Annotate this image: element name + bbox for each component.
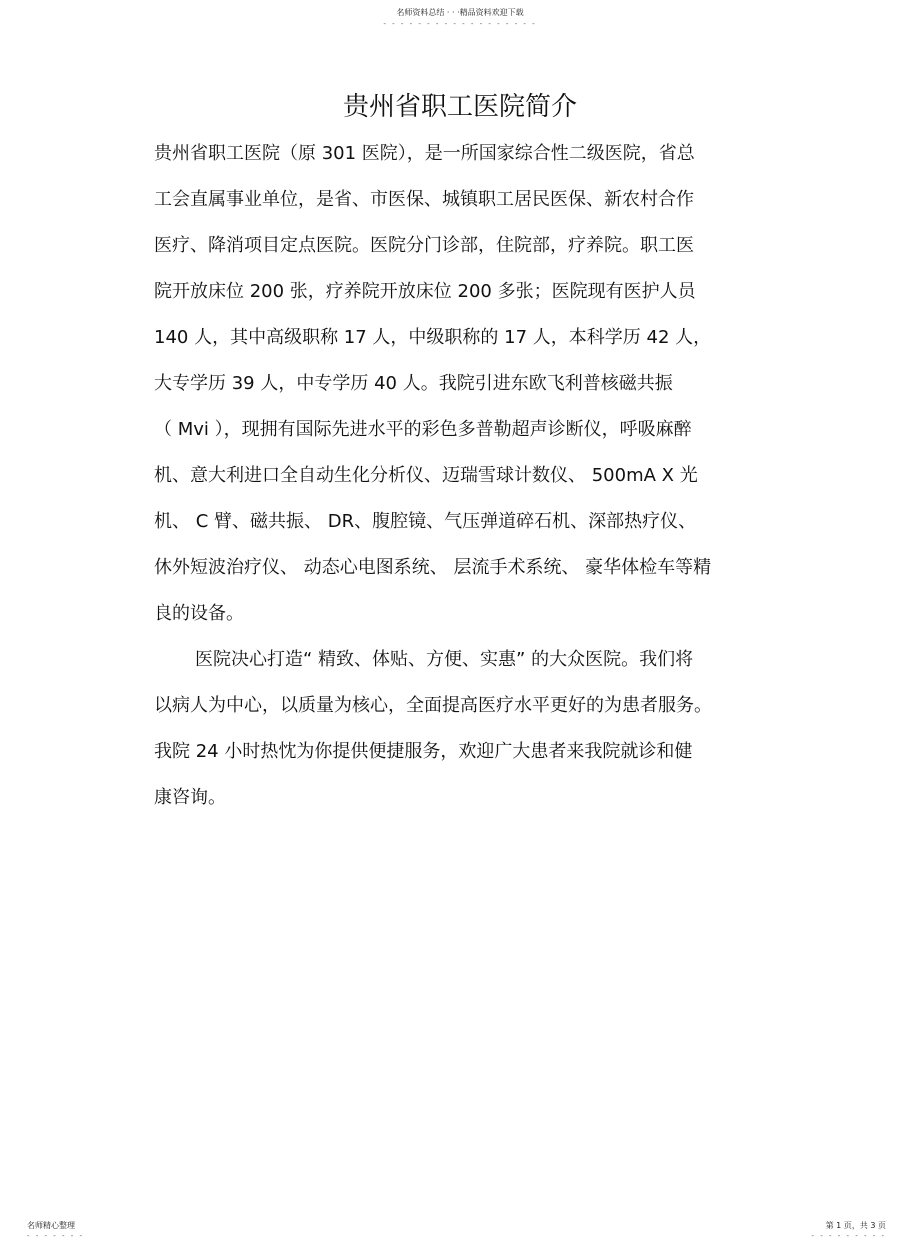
footer-right	[811, 1221, 886, 1240]
paragraph-line: 机、 C 臂、磁共振、 DR、腹腔镜、气压弹道碎石机、深部热疗仪、	[154, 511, 697, 532]
paragraph-line: 140 人，其中高级职称 17 人，中级职称的 17 人，本科学历 42 人，	[154, 327, 712, 348]
paragraph-line: 休外短波治疗仪、 动态心电图系统、 层流手术系统、 豪华体检车等精	[154, 557, 712, 578]
paragraph-line: 康咨询。	[154, 787, 226, 808]
paragraph-line: 机、意大利进口全自动生化分析仪、迈瑞雪球计数仪、 500mA X 光	[154, 465, 698, 486]
footer-left-text: 名师精心整理	[27, 1221, 75, 1230]
footer-left-dashes: - - - - - - -	[27, 1232, 85, 1240]
paragraph-line: 工会直属事业单位，是省、市医保、城镇职工居民医保、新农村合作	[154, 189, 694, 210]
document-body	[154, 131, 766, 821]
paragraph-line: 大专学历 39 人，中专学历 40 人。我院引进东欧飞利普核磁共振	[154, 373, 673, 394]
paragraph-line: 院开放床位 200 张，疗养院开放床位 200 多张；医院现有医护人员	[154, 281, 696, 302]
header-dashes: - - - - - - - - - - - - - - - - - -	[383, 20, 537, 28]
footer-left	[27, 1221, 84, 1240]
paragraph-line: 贵州省职工医院（原 301 医院），是一所国家综合性二级医院，省总	[154, 143, 695, 164]
page-header	[0, 8, 920, 28]
header-text: 名师资料总结 · · ·精品资料欢迎下载	[396, 8, 524, 17]
paragraph-line: 医院决心打造“ 精致、体贴、方便、实惠” 的大众医院。我们将	[195, 649, 694, 670]
paragraph-line: 良的设备。	[154, 603, 244, 624]
document-title: 贵州省职工医院简介	[342, 92, 577, 122]
paragraph-line: 我院 24 小时热忱为你提供便捷服务，欢迎广大患者来我院就诊和健	[154, 741, 693, 762]
footer-right-dashes: - - - - - - - - -	[811, 1232, 886, 1240]
paragraph-line: 以病人为中心，以质量为核心，全面提高医疗水平更好的为患者服务。	[154, 695, 712, 716]
paragraph-line: （ Mvi ），现拥有国际先进水平的彩色多普勒超声诊断仪，呼吸麻醉	[154, 419, 692, 440]
paragraph-line: 医疗、降消项目定点医院。医院分门诊部，住院部，疗养院。职工医	[154, 235, 694, 256]
page-number: 第 1 页，共 3 页	[825, 1221, 886, 1230]
